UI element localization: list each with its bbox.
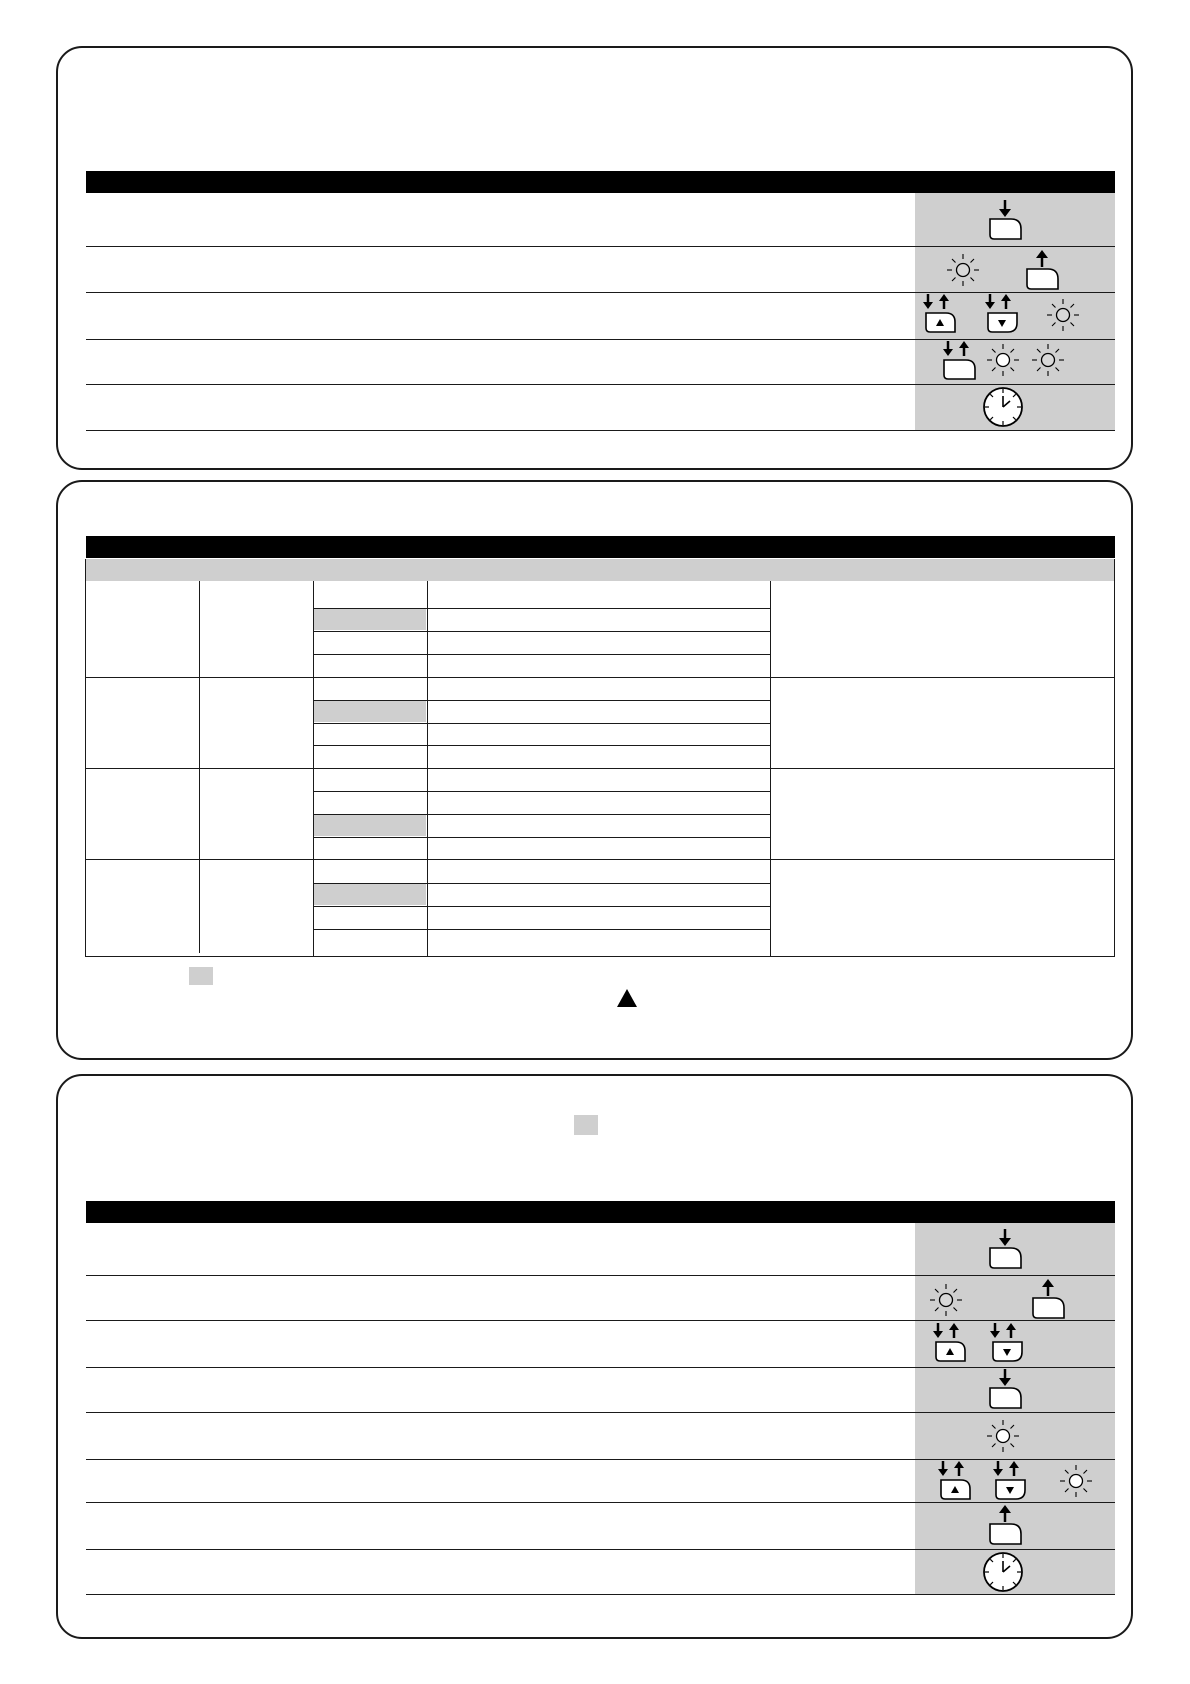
led-icon xyxy=(945,252,981,288)
up-button-icon xyxy=(933,1459,977,1503)
release-button-icon xyxy=(1028,1277,1068,1321)
row-divider xyxy=(86,1412,1115,1413)
group-divider xyxy=(85,768,1115,769)
up-button-icon xyxy=(918,292,962,336)
row-divider xyxy=(313,745,770,746)
highlighted-cell xyxy=(313,883,426,905)
press-button-icon xyxy=(985,1227,1025,1271)
highlighted-cell xyxy=(313,608,426,630)
led-icon xyxy=(1058,1463,1094,1499)
row-divider xyxy=(313,631,770,632)
warning-triangle-icon xyxy=(616,988,638,1008)
column-divider xyxy=(199,581,200,953)
press-button-icon xyxy=(985,198,1025,242)
release-button-icon xyxy=(985,1503,1025,1547)
timer-clock-icon xyxy=(982,386,1024,428)
panel2-table-header xyxy=(86,536,1115,558)
row-divider xyxy=(313,723,770,724)
table-border xyxy=(1114,559,1115,956)
table-bottom xyxy=(85,956,1115,957)
press-button-icon xyxy=(985,1367,1025,1411)
row-divider xyxy=(313,654,770,655)
timer-clock-icon xyxy=(982,1551,1024,1593)
panel1-table-header xyxy=(86,171,1115,193)
group-divider xyxy=(85,677,1115,678)
led-icon xyxy=(985,1418,1021,1454)
row-divider xyxy=(86,1549,1115,1550)
group-divider xyxy=(85,859,1115,860)
led-icon xyxy=(1030,342,1066,378)
highlighted-cell xyxy=(313,700,426,722)
led-icon xyxy=(1045,297,1081,333)
led-icon xyxy=(928,1282,964,1318)
row-divider xyxy=(313,608,770,609)
row-divider xyxy=(313,906,770,907)
row-divider xyxy=(313,883,770,884)
press-release-button-icon xyxy=(938,339,982,383)
down-button-icon xyxy=(988,1459,1032,1503)
led-icon xyxy=(985,342,1021,378)
row-divider xyxy=(313,791,770,792)
table-border xyxy=(85,559,86,956)
row-divider xyxy=(86,430,1115,431)
release-button-icon xyxy=(1022,248,1062,292)
legend-gray-swatch xyxy=(189,967,213,985)
row-divider xyxy=(313,814,770,815)
row-divider xyxy=(86,1367,1115,1368)
row-divider xyxy=(86,246,1115,247)
row-divider xyxy=(313,929,770,930)
highlighted-cell xyxy=(313,814,426,836)
up-button-icon xyxy=(928,1321,972,1365)
row-divider xyxy=(313,700,770,701)
panel2-column-headers xyxy=(86,559,1115,581)
row-divider xyxy=(313,837,770,838)
row-divider xyxy=(86,384,1115,385)
down-button-icon xyxy=(980,292,1024,336)
row-divider xyxy=(86,1275,1115,1276)
down-button-icon xyxy=(985,1321,1029,1365)
row-divider xyxy=(86,1594,1115,1595)
inline-gray-swatch xyxy=(574,1115,598,1135)
panel3-table-header xyxy=(86,1201,1115,1223)
